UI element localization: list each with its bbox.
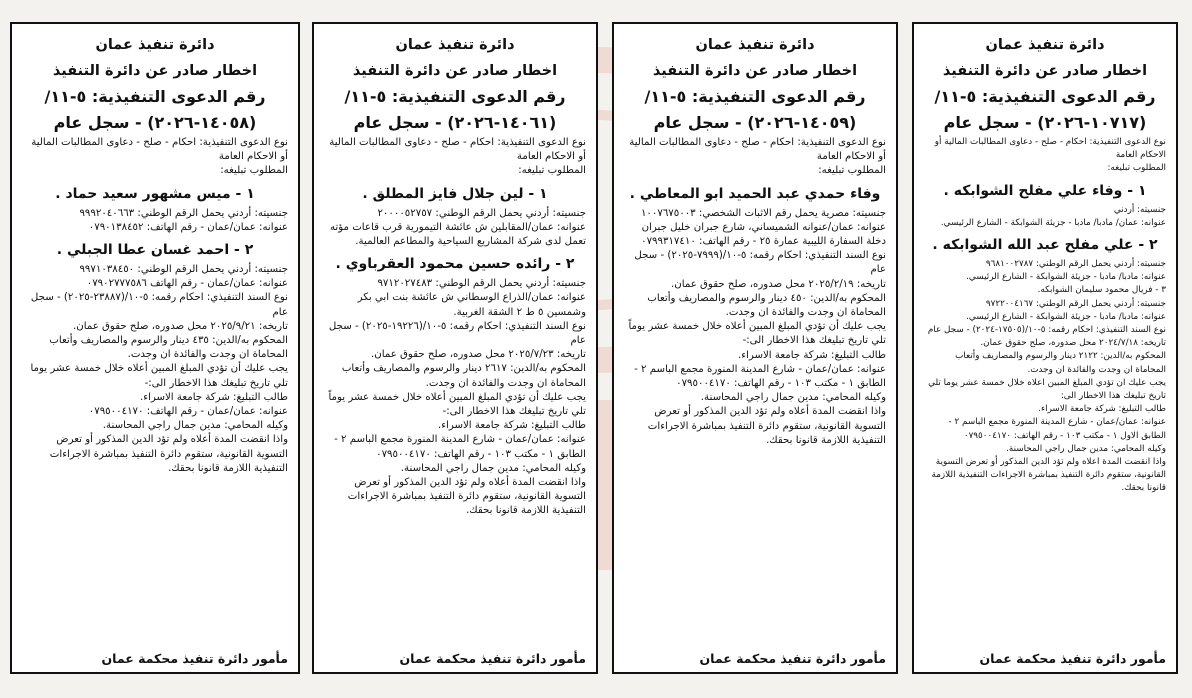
notice-line: عنوانه: مادبا/ مادبا - جزيئة الشوابكة - الشارع الرئيسي. (966, 272, 1166, 283)
notice-line: عنوانه: عمان/الذراع الوسطاني ش عائشة بنت ابي بكر وشمسين ٥ ط ٢ الشقة الغربية. (357, 292, 586, 318)
notice-case-number: رقم الدعوى التنفيذية: ٥-١١/ (934, 87, 1156, 106)
notice-header-dept: دائرة تنفيذ عمان (985, 37, 1105, 53)
notice-line: طالب التبليغ: شركة جامعة الاسراء. (737, 349, 886, 361)
notice-line: يجب عليك أن تؤدي المبلغ المبين أعلاه خلال خمسة عشر يوما تلي تاريخ تبليغك هذا الاخطار الى:- (30, 363, 288, 389)
notice-2 (612, 22, 898, 674)
notice-line: المحكوم به/الدين: ٢١٢٢ دينار والرسوم والمصاريف وأتعاب المحاماة ان وجدت والفائدة ان وجدت. (955, 351, 1166, 375)
notice-footer: مأمور دائرة تنفيذ محكمة عمان (699, 651, 886, 666)
notice-line: يجب عليك أن تؤدي المبلغ المبين أعلاه خلال خمسة عشر يوماً تلي تاريخ تبليغك هذا الاخطار الى:- (328, 391, 586, 418)
person-detail: عنوانه: عمان/ مادبا/ مادبا - جزيئة الشوابكة - الشارع الرئيسي. (940, 217, 1166, 228)
notice-line: طالب التبليغ: شركة جامعة الاسراء. (1038, 404, 1166, 415)
to-notify-label: المطلوب تبليغه: (1107, 163, 1166, 174)
person-detail: جنسيته: أردني (1113, 204, 1166, 215)
notice-line: واذا انقضت المدة أعلاه ولم تؤد الدين المذكور أو تعرض التسوية القانونية، ستقوم دائرة التنفيذ بمباشرة الاجراءات التنفيذية اللازمة قانونا بحقك. (647, 406, 886, 446)
notice-line: المحكوم به/الدين: ٤٥٠ دينار والرسوم والمصاريف وأتعاب المحاماة ان وجدت والفائدة ان وجدت. (647, 292, 886, 319)
notice-line: نوع السند التنفيذي: احكام رقمه: ٥-١٠/(٧٩٩٩-٢٠٢٥) - سجل عام (634, 250, 886, 276)
notice-line: طالب التبليغ: شركة جامعة الاسراء. (139, 391, 288, 403)
notice-line: المحكوم به/الدين: ٢٦١٧ دينار والرسوم والمصاريف وأتعاب المحاماة ان وجدت والفائدة ان وجدت. (341, 363, 586, 389)
notice-line: تاريخه: ٢٠٢٥/٧/٢٣ محل صدوره، صلح حقوق عمان. (371, 349, 586, 361)
notice-line: جنسيته: أردني يحمل الرقم الوطني: ٩٧٢٢٠٠٤١٦٧ (985, 298, 1166, 309)
notice-line: يجب عليك أن تؤدي المبلغ المبين أعلاه خلال خمسة عشر يوماً تلي تاريخ تبليغك هذا الاخطار الى:- (628, 321, 886, 347)
notice-line: عنوانه: عمان/عمان - شارع المدينة المنورة مجمع الباسم ٢ - الطابق ١ - مكتب ١٠٣ - رقم الهاتف: ٠٧٩٥٠٠٤١٧٠ (634, 363, 886, 390)
notice-line: وكيله المحامي: مدين جمال راجي المحاسنة. (400, 462, 586, 474)
notice-header-dept: دائرة تنفيذ عمان (95, 37, 215, 53)
person-name: ١ - وفاء علي مفلح الشوابكه . (943, 182, 1147, 199)
notice-line: عنوانه: مادبا/ مادبا - جزيئة الشوابكة - الشارع الرئيسي. (966, 311, 1166, 322)
notice-3 (312, 22, 598, 674)
notice-line: نوع السند التنفيذي: احكام رقمه: ٥-١٠/(١٧٥٠٥-٢٠٢٤) - سجل عام (927, 325, 1166, 336)
notice-line: عنوانه: عمان/عمان - رقم الهاتف: ٠٧٩٥٠٠٤١٧٠ (88, 406, 288, 418)
notice-line: وكيله المحامي: مدين جمال راجي المحاسنة. (700, 392, 886, 404)
notice-line: عنوانه: عمان/عمان - رقم الهاتف ٠٧٩٠٢٧٧٧٥٨٦ (86, 278, 288, 290)
notice-case-number: رقم الدعوى التنفيذية: ٥-١١/ (344, 87, 566, 106)
person-detail: عنوانه: عمان/عمان - رقم الهاتف: ٠٧٩٠١٣٨٤٥٢ (88, 221, 288, 233)
notice-4 (10, 22, 300, 674)
notice-case-year: (١٠٧١٧-٢٠٢٦) - سجل عام (943, 113, 1147, 132)
notice-line: المحكوم به/الدين: ٤٣٥ دينار والرسوم والمصاريف وأتعاب المحاماة ان وجدت والفائدة ان وجدت. (49, 335, 288, 361)
notice-footer: مأمور دائرة تنفيذ محكمة عمان (979, 651, 1166, 666)
person-name: ١ - ميس مشهور سعيد حماد . (55, 185, 255, 202)
notice-case-year: (١٤٠٥٨-٢٠٢٦) - سجل عام (53, 113, 257, 132)
notice-line: عنوانه: عمان/عمان - شارع المدينة المنورة مجمع الباسم ٢ - الطابق ١ - مكتب ١٠٣ - رقم الهاتف: ٠٧٩٥٠٠٤١٧٠ (334, 434, 586, 460)
case-type: نوع الدعوى التنفيذية: احكام - صلح - دعاوى المطالبات المالية أو الاحكام العامة (629, 137, 886, 163)
case-type: نوع الدعوى التنفيذية: احكام - صلح - دعاوى المطالبات المالية أو الاحكام العامة (31, 137, 288, 163)
notice-header-title: اخطار صادر عن دائرة التنفيذ (652, 63, 858, 79)
notice-line: عنوانه: عمان/عنوانه الشميساني، شارع جبران خليل جبران دخلة السفارة الليبية عمارة ٢٥ - رقم الهاتف: ٠٧٩٩٣١٧٤١٠ (641, 221, 886, 248)
notice-line: جنسيته: أردني يحمل الرقم الوطني: ٩٩٧١٠٣٨٤٥٠ (79, 264, 288, 276)
person-name: ٢ - رائده حسين محمود العقرباوي . (335, 256, 575, 273)
person-name: وفاء حمدي عبد الحميد ابو المعاطي . (629, 185, 881, 202)
notice-line: واذا انقضت المدة أعلاه ولم تؤد الدين المذكور أو تعرض التسوية القانونية، ستقوم دائرة التنفيذ بمباشرة الاجراءات التنفيذية اللازمة قانونا بحقك. (49, 434, 288, 474)
notice-1 (912, 22, 1178, 674)
notice-line: تاريخه: ٢٠٢٥/٩/٢١ محل صدوره، صلح حقوق عمان. (73, 320, 288, 332)
notice-line: نوع السند التنفيذي: احكام رقمه: ٥-١٠/(٢٣٨٨٧-٢٠٢٥) - سجل عام (30, 292, 288, 318)
case-type: نوع الدعوى التنفيذية: احكام - صلح - دعاوى المطالبات المالية أو الاحكام العامة (934, 137, 1166, 161)
notice-line: يجب عليك ان تؤدي المبلغ المبين اعلاه خلال خمسة عشر يوما تلي تاريخ تبليغك هذا الاخطار الى: (928, 377, 1166, 402)
person-detail: جنسيته: أردني يحمل الرقم الوطني: ٩٩٩٢٠٤٠٦٦٣ (79, 207, 288, 219)
notice-line: واذا انقضت المدة أعلاه ولم تؤد الدين المذكور أو تعرض التسوية القانونية، ستقوم دائرة التنفيذ بمباشرة الاجراءات التنفيذية اللازمة قانونا بحقك. (347, 477, 586, 517)
case-type: نوع الدعوى التنفيذية: احكام - صلح - دعاوى المطالبات المالية أو الاحكام العامة (329, 137, 586, 163)
notice-case-year: (١٤٠٦١-٢٠٢٦) - سجل عام (353, 113, 557, 132)
notice-line: جنسيته: مصرية يحمل رقم الاثبات الشخصي: ١٠٠٧٦٧٥٠٠٣ (640, 207, 886, 219)
notice-case-year: (١٤٠٥٩-٢٠٢٦) - سجل عام (653, 113, 857, 132)
notice-line: نوع السند التنفيذي: احكام رقمه: ٥-١٠/(١٩٢٢٦-٢٠٢٥) - سجل عام (328, 320, 586, 347)
notice-footer: مأمور دائرة تنفيذ محكمة عمان (399, 651, 586, 666)
notice-header-title: اخطار صادر عن دائرة التنفيذ (942, 63, 1148, 79)
person-name: ١ - لين جلال فايز المطلق . (362, 185, 548, 202)
person-detail: عنوانه: عمان/المقابلين ش عائشة التيمورية قرب قاعات مؤته تعمل لدى شركة المشاريع السياحية والمطاعم العالمية. (329, 221, 586, 248)
notice-line: تاريخه: ٢٠٢٥/٢/١٩ محل صدوره، صلح حقوق عمان. (671, 278, 886, 290)
notice-line: طالب التبليغ: شركة جامعة الاسراء. (437, 420, 586, 432)
notice-line: ٣ - فريال محمود سليمان الشوابكه. (1037, 285, 1166, 296)
notice-header-title: اخطار صادر عن دائرة التنفيذ (352, 63, 558, 79)
notice-header-title: اخطار صادر عن دائرة التنفيذ (52, 63, 258, 79)
notice-header-dept: دائرة تنفيذ عمان (695, 37, 815, 53)
notice-header-dept: دائرة تنفيذ عمان (395, 37, 515, 53)
notice-case-number: رقم الدعوى التنفيذية: ٥-١١/ (644, 87, 866, 106)
notice-line: وكيله المحامي: مدين جمال راجي المحاسنة. (1006, 443, 1166, 454)
notice-line: جنسيته: أردني يحمل الرقم الوطني: ٩٦٨١٠٠٢٧٨٧ (985, 259, 1166, 270)
notice-case-number: رقم الدعوى التنفيذية: ٥-١١/ (44, 87, 266, 106)
to-notify-label: المطلوب تبليغه: (818, 165, 886, 177)
notice-footer: مأمور دائرة تنفيذ محكمة عمان (101, 651, 288, 666)
notice-line: عنوانه: عمان/عمان - شارع المدينة المنورة مجمع الباسم ٢ - الطابق الاول ١ - مكتب ١٠٣ - رقم الهاتف: ٠٧٩٥٠٠٤١٧٠ (948, 417, 1166, 441)
notice-line: وكيله المحامي: مدين جمال راجي المحاسنة. (102, 420, 288, 432)
notice-line: جنسيته: أردني يحمل الرقم الوطني: ٩٧١٢٠٢٧٤٨٣ (377, 278, 586, 290)
to-notify-label: المطلوب تبليغه: (518, 165, 586, 177)
to-notify-label: المطلوب تبليغه: (220, 165, 288, 177)
person-name: ٢ - علي مفلح عبد الله الشوابكه . (932, 237, 1158, 254)
notice-line: تاريخه: ٢٠٢٤/٧/١٨ محل صدوره، صلح حقوق عمان. (980, 338, 1166, 349)
person-detail: جنسيته: أردني يحمل الرقم الوطني: ٢٠٠٠٠٥٢٧٥٧ (377, 207, 586, 219)
notice-line: واذا انقضت المدة اعلاه ولم تؤد الدين المذكور أو تعرض التسوية القانونية، ستقوم دائرة التنفيذ بمباشرة الاجراءات التنفيذية اللازمة قانونا بحقك. (931, 457, 1166, 494)
person-name: ٢ - احمد غسان عطا الجبلي . (56, 242, 254, 259)
